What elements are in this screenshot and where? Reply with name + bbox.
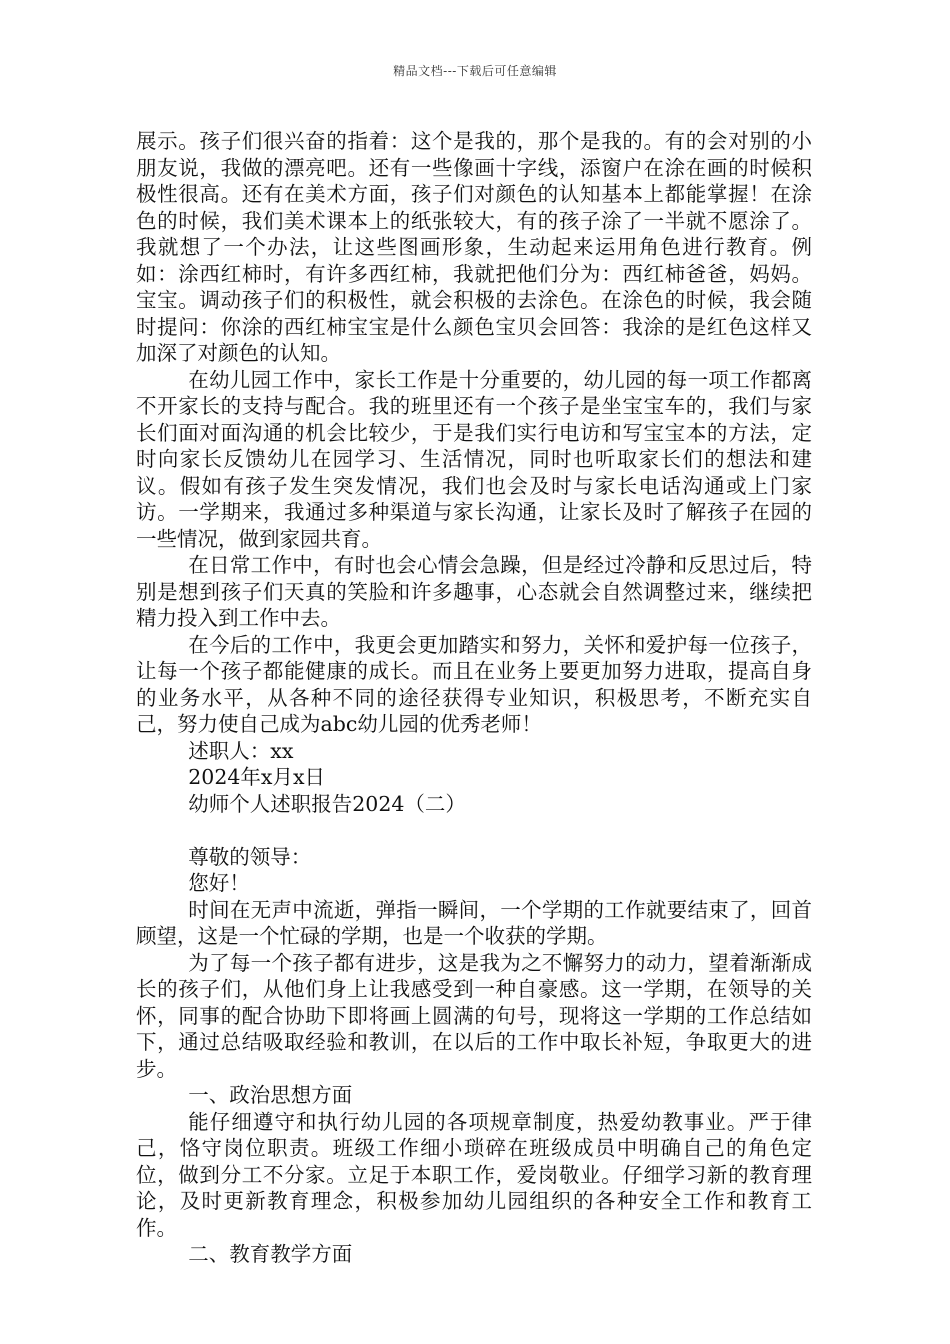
- salutation: 尊敬的领导：: [188, 844, 312, 869]
- date-line: 2024年x月x日: [188, 765, 326, 789]
- paragraph-art-activity: 展示。孩子们很兴奋的指着：这个是我的，那个是我的。有的会对别的小朋友说，我做的漂亮吧。还有一些像画十字线，添窗户在涂在画的时候积极性很高。还有在美术方面，孩子们对颜色的认知基本上都能掌握！在涂色的时候，我们美术课本上的纸张较大，有的孩子涂了一半就不愿涂了。我就想了一个办法，让这些图画形象，生动起来运用角色进行教育。例如：涂西红柿时，有许多西红柿，我就把他们分为：西红柿爸爸，妈妈。宝宝。调动孩子们的积极性，就会积极的去涂色。在涂色的时候，我会随时提问：你涂的西红柿宝宝是什么颜色宝贝会回答：我涂的是红色这样又加深了对颜色的认知。: [136, 129, 812, 365]
- document-body: [136, 128, 812, 1268]
- page-header: 精品文档---下载后可任意编辑: [393, 64, 557, 78]
- greeting: 您好！: [188, 871, 250, 895]
- signature-line: 述职人：xx: [188, 738, 294, 763]
- heading-teaching: 二、教育教学方面: [188, 1242, 353, 1266]
- heading-political: 一、政治思想方面: [188, 1083, 353, 1107]
- paragraph-motivation: 为了每一个孩子都有进步，这是我为之不懈努力的动力，望着渐渐成长的孩子们，从他们身上让我感受到一种自豪感。这一学期，在领导的关怀，同事的配合协助下即将画上圆满的句号，现将这一学期的工作总结如下，通过总结吸取经验和教训，在以后的工作中取长补短，争取更大的进步。: [136, 950, 812, 1081]
- section-title: 幼师个人述职报告2024（二）: [188, 791, 466, 816]
- paragraph-daily-work: 在日常工作中，有时也会心情会急躁，但是经过冷静和反思过后，特别是想到孩子们天真的笑脸和许多趣事，心态就会自然调整过来，继续把精力投入到工作中去。: [136, 553, 812, 630]
- paragraph-political: 能仔细遵守和执行幼儿园的各项规章制度，热爱幼教事业。严于律己，恪守岗位职责。班级工作细小琐碎在班级成员中明确自己的角色定位，做到分工不分家。立足于本职工作，爱岗敬业。仔细学习新的教育理论，及时更新教育理念，积极参加幼儿园组织的各种安全工作和教育工作。: [136, 1109, 812, 1240]
- paragraph-intro: 时间在无声中流逝，弹指一瞬间，一个学期的工作就要结束了，回首顾望，这是一个忙碌的学期，也是一个收获的学期。: [136, 897, 812, 948]
- blank-line: [136, 817, 812, 844]
- paragraph-future-work: 在今后的工作中，我更会更加踏实和努力，关怀和爱护每一位孩子，让每一个孩子都能健康的成长。而且在业务上要更加努力进取，提高自身的业务水平，从各种不同的途径获得专业知识，积极思考，不断充实自己，努力使自己成为abc幼儿园的优秀老师！: [136, 632, 812, 736]
- paragraph-parent-work: 在幼儿园工作中，家长工作是十分重要的，幼儿园的每一项工作都离不开家长的支持与配合。我的班里还有一个孩子是坐宝宝车的，我们与家长们面对面沟通的机会比较少，于是我们实行电访和写宝宝本的方法，定时向家长反馈幼儿在园学习、生活情况，同时也听取家长们的想法和建议。假如有孩子发生突发情况，我们也会及时与家长电话沟通或上门家访。一学期来，我通过多种渠道与家长沟通，让家长及时了解孩子在园的一些情况，做到家园共育。: [136, 367, 812, 551]
